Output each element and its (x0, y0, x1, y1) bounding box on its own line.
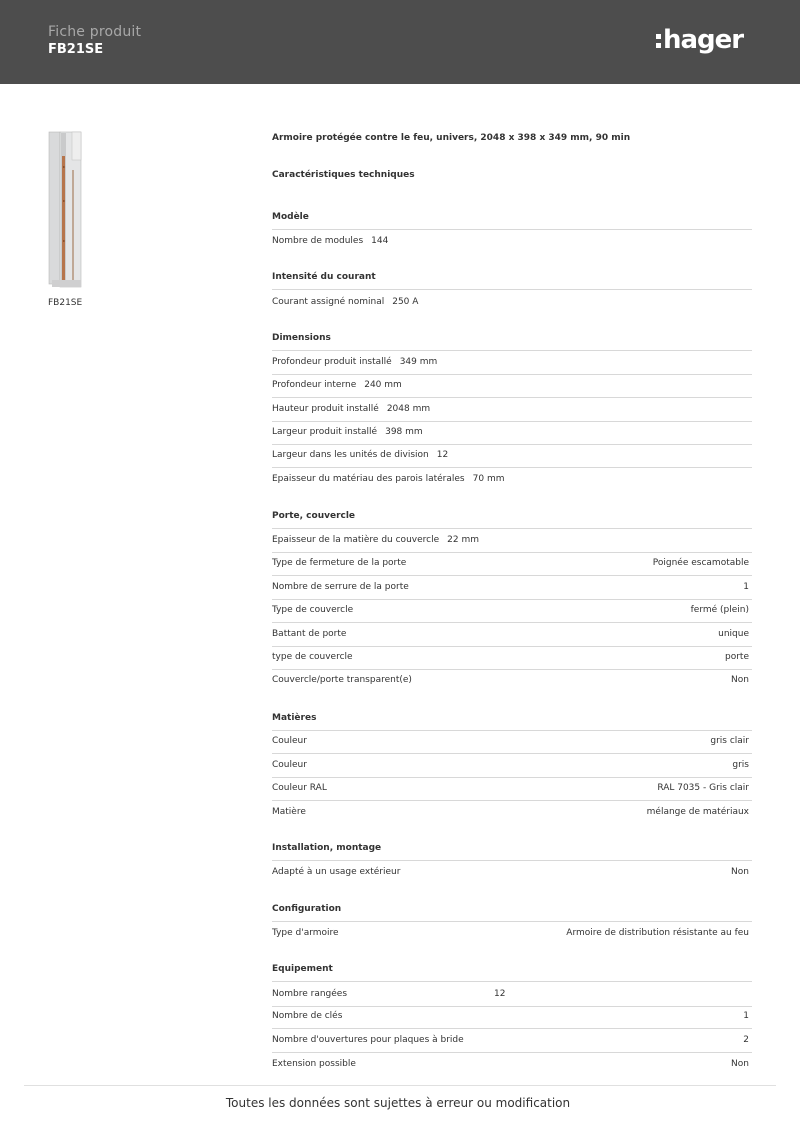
section-title-configuration: Configuration (272, 898, 752, 922)
spec-value: 2 (743, 1035, 749, 1045)
spec-row (272, 983, 752, 1007)
spec-value: 22 mm (447, 535, 479, 545)
spec-row (272, 1005, 752, 1029)
logo-dots-icon (656, 34, 661, 48)
section-title-dimensions: Dimensions (272, 327, 752, 351)
spec-value: 144 (371, 236, 389, 246)
spec-name: Type de couvercle (272, 605, 354, 615)
spec-row (272, 801, 752, 824)
spec-name: Matière (272, 807, 306, 817)
spec-value: fermé (plein) (690, 605, 749, 615)
spec-name: Couleur RAL (272, 783, 327, 793)
spec-name: Adapté à un usage extérieur (272, 867, 401, 877)
spec-name: Couleur (272, 760, 307, 770)
spec-name: Profondeur produit installé (272, 357, 392, 367)
spec-name: Largeur dans les unités de division (272, 450, 429, 460)
spec-row (272, 599, 752, 623)
spec-row (272, 861, 752, 884)
spec-value: Non (731, 867, 749, 877)
spec-value: 12 (494, 989, 506, 999)
spec-row (272, 398, 752, 422)
spec-value: mélange de matériaux (646, 807, 749, 817)
spec-value: gris (732, 760, 749, 770)
spec-name: Hauteur produit installé (272, 404, 379, 414)
spec-value: Non (731, 675, 749, 685)
section-title-equipement: Equipement (272, 958, 752, 982)
spec-value: gris clair (710, 736, 749, 746)
spec-name: Largeur produit installé (272, 427, 378, 437)
spec-row (272, 922, 752, 945)
spec-row (272, 291, 752, 314)
spec-row (272, 374, 752, 398)
section-title-modele: Modèle (272, 206, 752, 230)
spec-row (272, 730, 752, 754)
product-title: Armoire protégée contre le feu, univers, 2048 x 398 x 349 mm, 90 min (272, 133, 631, 143)
spec-row (272, 623, 752, 647)
spec-name: Couleur (272, 736, 307, 746)
spec-name: Epaisseur du matériau des parois latérales (272, 474, 465, 484)
hager-logo (656, 27, 743, 53)
spec-value: 349 mm (399, 357, 438, 367)
specs-subtitle: Caractéristiques techniques (272, 170, 415, 180)
spec-name: Profondeur interne (272, 380, 357, 390)
spec-row (272, 777, 752, 801)
spec-name: type de couvercle (272, 652, 353, 662)
spec-row (272, 552, 752, 576)
spec-row (272, 754, 752, 778)
spec-row (272, 1053, 752, 1076)
spec-value: 398 mm (385, 427, 423, 437)
spec-name: Nombre rangées (272, 989, 348, 999)
footer-divider (24, 1085, 776, 1086)
product-image (48, 130, 82, 290)
spec-name: Nombre de modules (272, 236, 364, 246)
section-title-matieres: Matières (272, 707, 752, 731)
product-image-caption: FB21SE (48, 298, 83, 308)
spec-name: Battant de porte (272, 629, 347, 639)
spec-value: 2048 mm (386, 404, 431, 414)
spec-value: Non (731, 1059, 749, 1069)
spec-name: Type d'armoire (272, 928, 339, 938)
spec-row (272, 351, 752, 375)
spec-value: 240 mm (364, 380, 402, 390)
document-type: Fiche produit (48, 24, 142, 40)
section-title-porte: Porte, couvercle (272, 505, 752, 529)
spec-row (272, 1029, 752, 1053)
section-title-installation: Installation, montage (272, 837, 752, 861)
spec-row (272, 646, 752, 670)
section-title-intensite: Intensité du courant (272, 266, 752, 290)
spec-name: Nombre de serrure de la porte (272, 582, 409, 592)
spec-value: 250 A (392, 297, 419, 307)
spec-value: Poignée escamotable (652, 558, 749, 568)
spec-row (272, 444, 752, 468)
spec-value: 12 (436, 450, 449, 460)
spec-name: Nombre de clés (272, 1011, 343, 1021)
spec-row (272, 576, 752, 600)
spec-row (272, 529, 752, 553)
spec-value: porte (725, 652, 749, 662)
page-header (0, 0, 800, 84)
spec-name: Courant assigné nominal (272, 297, 385, 307)
spec-name: Extension possible (272, 1059, 356, 1069)
spec-name: Epaisseur de la matière du couvercle (272, 535, 440, 545)
product-code-heading: FB21SE (48, 42, 104, 57)
spec-row (272, 468, 752, 491)
spec-name: Nombre d'ouvertures pour plaques à bride (272, 1035, 464, 1045)
spec-name: Couvercle/porte transparent(e) (272, 675, 412, 685)
spec-value: RAL 7035 - Gris clair (657, 783, 749, 793)
spec-row (272, 421, 752, 445)
spec-value: 70 mm (472, 474, 505, 484)
logo-text: hager (663, 25, 744, 55)
spec-name: Type de fermeture de la porte (272, 558, 407, 568)
spec-value: Armoire de distribution résistante au feu (566, 928, 749, 938)
spec-row (272, 230, 752, 253)
spec-value: 1 (743, 582, 749, 592)
spec-value: unique (718, 629, 749, 639)
spec-value: 1 (743, 1011, 749, 1021)
footer-disclaimer: Toutes les données sont sujettes à erreur ou modification (225, 1096, 571, 1110)
spec-row (272, 669, 752, 692)
